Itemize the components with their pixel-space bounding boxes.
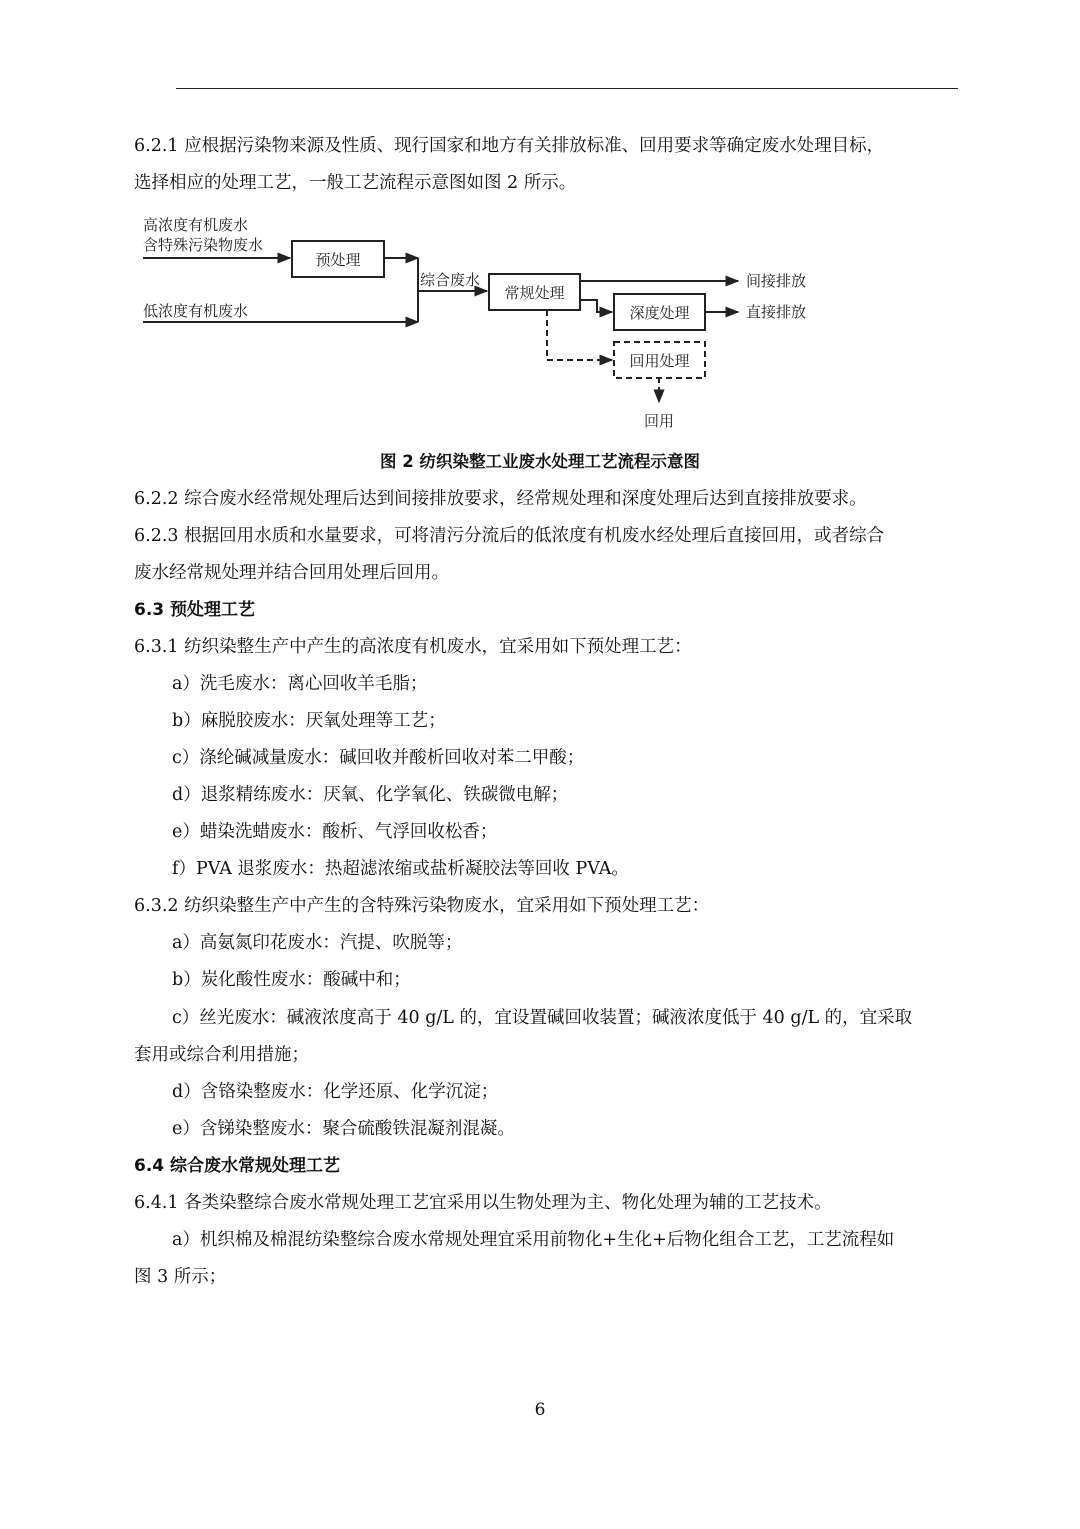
list-item: d）退浆精练废水：厌氧、化学氧化、铁碳微电解； bbox=[172, 785, 569, 805]
label-special-pollutant-wastewater: 含特殊污染物废水 bbox=[143, 236, 264, 254]
list-item: a）洗毛废水：离心回收羊毛脂； bbox=[172, 674, 428, 694]
arrow-to-deep-treatment bbox=[580, 300, 612, 312]
heading-6-4: 6.4 综合废水常规处理工艺 bbox=[134, 1156, 341, 1176]
list-item: f）PVA 退浆废水：热超滤浓缩或盐析凝胶法等回收 PVA。 bbox=[172, 859, 629, 879]
figure-caption: 图 2 纺织染整工业废水处理工艺流程示意图 bbox=[380, 452, 700, 471]
list-item: e）含锑染整废水：聚合硫酸铁混凝剂混凝。 bbox=[172, 1119, 515, 1139]
heading-6-3: 6.3 预处理工艺 bbox=[134, 600, 256, 620]
list-item: c）丝光废水：碱液浓度高于 40 g/L 的，宜设置碱回收装置；碱液浓度低于 40 g/L 的，宜采取 bbox=[172, 1008, 913, 1028]
label-indirect-discharge: 间接排放 bbox=[746, 272, 807, 290]
para-6-2-3-line-2: 废水经常规处理并结合回用处理后回用。 bbox=[134, 563, 449, 583]
label-mixed-wastewater: 综合废水 bbox=[420, 271, 481, 289]
para-6-3-1: 6.3.1 纺织染整生产中产生的高浓度有机废水，宜采用如下预处理工艺： bbox=[134, 637, 692, 657]
label-direct-discharge: 直接排放 bbox=[746, 303, 807, 321]
box-conventional-treatment-label: 常规处理 bbox=[504, 284, 565, 302]
para-6-4-1: 6.4.1 各类染整综合废水常规处理工艺宜采用以生物处理为主、物化处理为辅的工艺技术。 bbox=[134, 1193, 832, 1213]
label-reuse: 回用 bbox=[643, 412, 675, 430]
list-item: a）高氨氮印花废水：汽提、吹脱等； bbox=[172, 933, 463, 953]
list-item: c）涤纶碱减量废水：碱回收并酸析回收对苯二甲酸； bbox=[172, 748, 585, 768]
label-low-concentration-wastewater: 低浓度有机废水 bbox=[143, 302, 249, 320]
page-number: 6 bbox=[534, 1400, 546, 1420]
list-item: e）蜡染洗蜡废水：酸析、气浮回收松香； bbox=[172, 822, 498, 842]
para-6-4-1-a-line-1: a）机织棉及棉混纺染整综合废水常规处理宜采用前物化+生化+后物化组合工艺，工艺流程如 bbox=[172, 1230, 895, 1250]
box-pretreatment-label: 预处理 bbox=[315, 251, 361, 269]
para-6-4-1-a-line-2: 图 3 所示； bbox=[134, 1267, 227, 1287]
list-item: b）炭化酸性废水：酸碱中和； bbox=[172, 970, 411, 990]
para-6-2-1-line-1: 6.2.1 应根据污染物来源及性质、现行国家和地方有关排放标准、回用要求等确定废水处理目标， bbox=[134, 136, 885, 156]
para-6-2-1-line-2: 选择相应的处理工艺，一般工艺流程示意图如图 2 所示。 bbox=[134, 173, 577, 193]
para-6-3-2: 6.3.2 纺织染整生产中产生的含特殊污染物废水，宜采用如下预处理工艺： bbox=[134, 896, 710, 916]
box-reuse-treatment-label: 回用处理 bbox=[629, 352, 690, 370]
list-item: b）麻脱胶废水：厌氧处理等工艺； bbox=[172, 711, 446, 731]
box-deep-treatment-label: 深度处理 bbox=[629, 304, 690, 322]
header-rule bbox=[176, 88, 958, 89]
para-6-2-3-line-1: 6.2.3 根据回用水质和水量要求，可将清污分流后的低浓度有机废水经处理后直接回用，或者综合 bbox=[134, 526, 885, 546]
label-high-concentration-wastewater: 高浓度有机废水 bbox=[143, 216, 249, 234]
para-6-2-2: 6.2.2 综合废水经常规处理后达到间接排放要求，经常规处理和深度处理后达到直接排放要求。 bbox=[134, 489, 867, 509]
list-item: d）含铬染整废水：化学还原、化学沉淀； bbox=[172, 1082, 499, 1102]
process-flow-diagram bbox=[0, 200, 1080, 440]
dashed-arrow-to-reuse-treatment bbox=[547, 310, 612, 360]
list-item-continuation: 套用或综合利用措施； bbox=[134, 1045, 309, 1065]
